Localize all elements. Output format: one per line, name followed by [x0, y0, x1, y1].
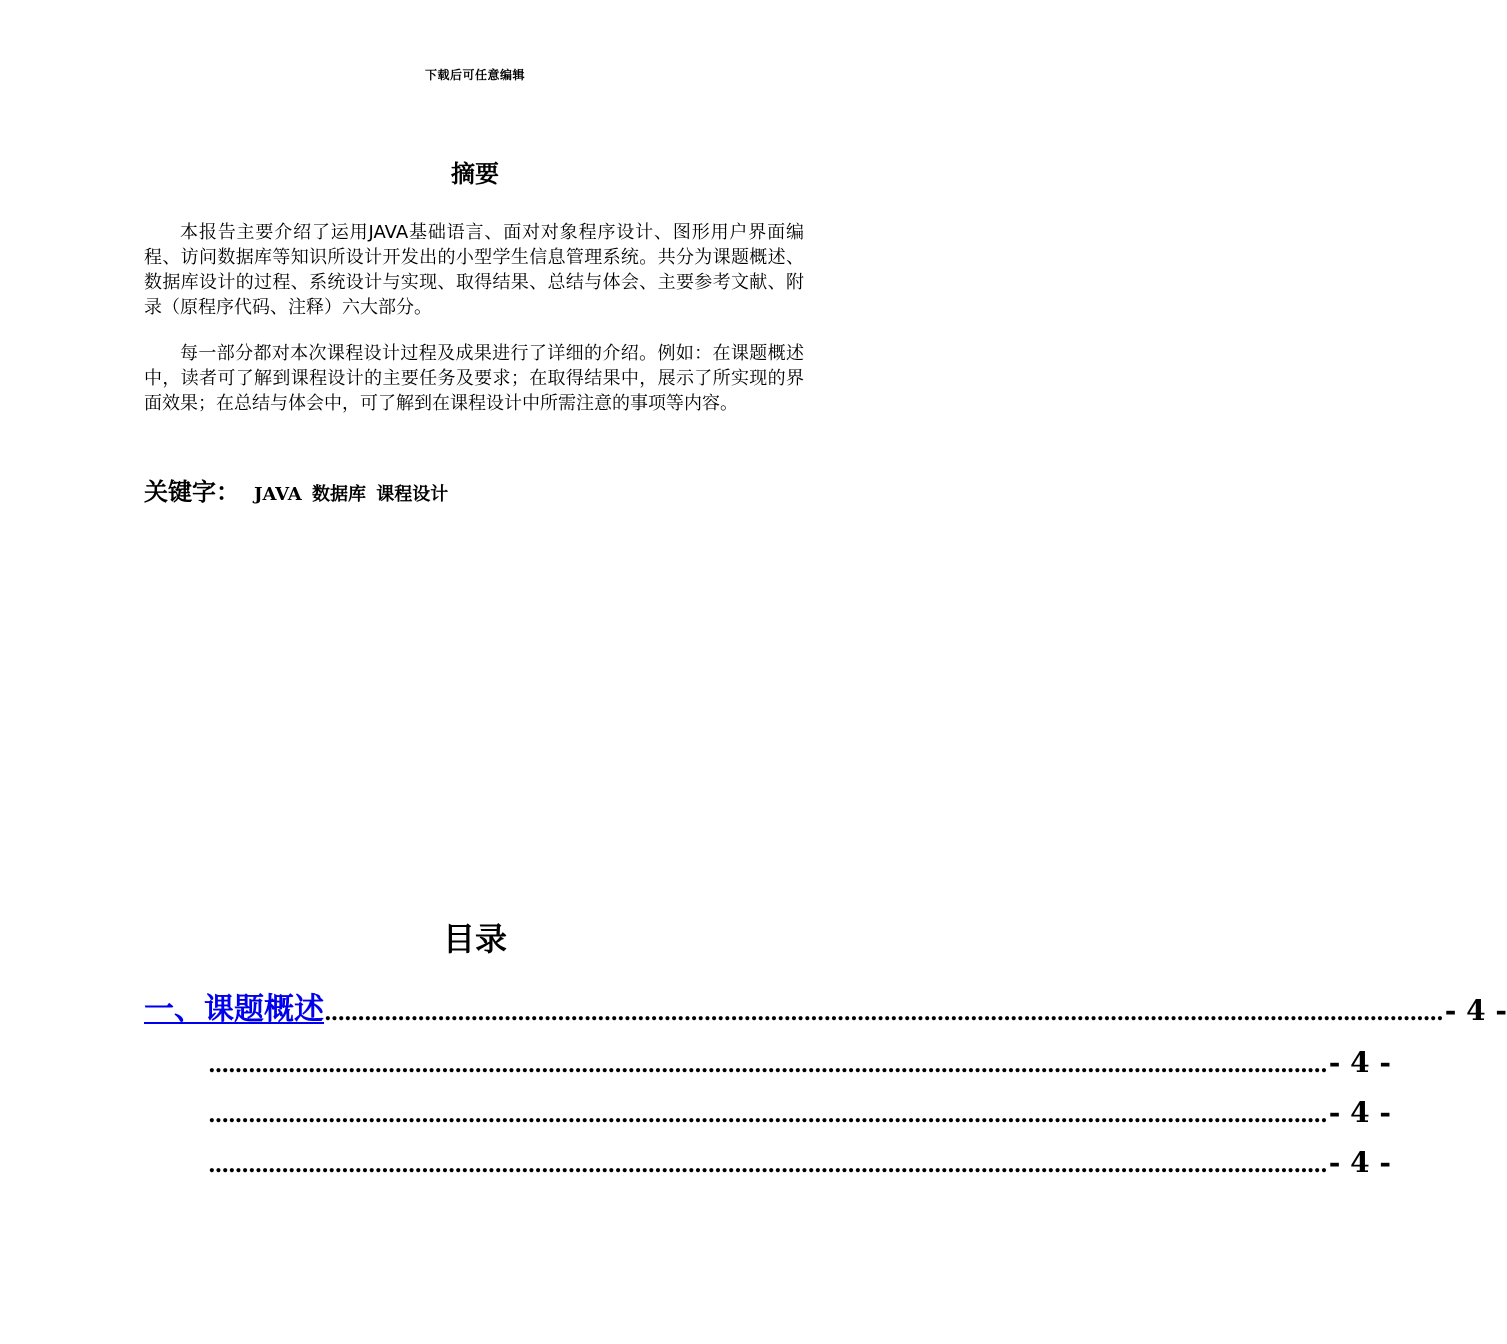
- toc-leader-dots: ........................................................................................................................................................................: [208, 1102, 1327, 1128]
- abstract-paragraph-1: 本报告主要介绍了运用JAVA基础语言、面对对象程序设计、图形用户界面编程、访问数据库等知识所设计开发出的小型学生信息管理系统。共分为课题概述、数据库设计的过程、系统设计与实现、取得结果、总结与体会、主要参考文献、附录（原程序代码、注释）六大部分。: [144, 222, 804, 318]
- keywords-label: 关键字：: [144, 478, 240, 506]
- toc-entry[interactable]: [208, 1140, 1391, 1180]
- keywords-line: [144, 472, 804, 507]
- toc-entry-link[interactable]: 一、课题概述: [144, 992, 324, 1027]
- abstract-title: 摘要: [451, 160, 499, 188]
- toc-title: 目录: [442, 920, 507, 958]
- toc-page-number: - 4 -: [1328, 1046, 1391, 1079]
- toc-page-number: - 4 -: [1444, 994, 1507, 1027]
- page-header-note: 下载后可任意编辑: [424, 68, 525, 82]
- toc-leader-dots: ........................................................................................................................................................................: [208, 1152, 1327, 1178]
- toc-entry[interactable]: [208, 1040, 1391, 1080]
- toc-entry[interactable]: [208, 1090, 1391, 1130]
- toc-leader-dots: ........................................................................................................................................................................: [208, 1052, 1327, 1078]
- toc-page-number: - 4 -: [1328, 1146, 1391, 1179]
- toc-entry[interactable]: [144, 988, 1507, 1028]
- abstract-paragraph-2: 每一部分都对本次课程设计过程及成果进行了详细的介绍。例如：在课题概述中，读者可了解到课程设计的主要任务及要求；在取得结果中，展示了所实现的界面效果；在总结与体会中，可了解到在课程设计中所需注意的事项等内容。: [144, 343, 804, 414]
- toc-leader-dots: ........................................................................................................................................................................: [324, 1000, 1443, 1026]
- toc-page-number: - 4 -: [1328, 1096, 1391, 1129]
- keywords-values: JAVA 数据库 课程设计: [254, 484, 449, 505]
